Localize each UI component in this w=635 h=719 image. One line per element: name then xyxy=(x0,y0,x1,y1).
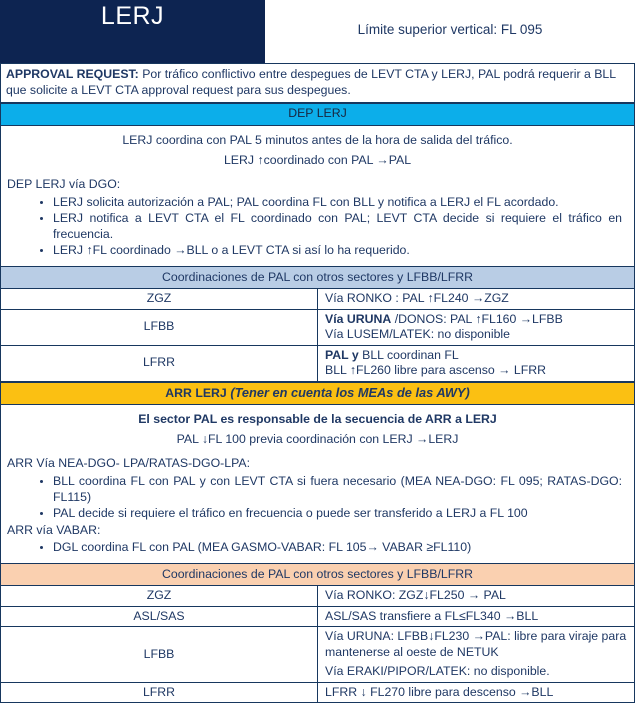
table-row xyxy=(1,606,635,627)
table-row xyxy=(1,627,635,683)
row-line-1: /DONOS: PAL ↑FL160 →LFBB xyxy=(391,311,563,326)
table-row xyxy=(1,345,635,381)
airport-title-block xyxy=(0,0,265,63)
approval-request-table xyxy=(0,63,635,103)
table-row xyxy=(1,563,635,586)
arr-sector-value-lfbb xyxy=(318,627,635,683)
dep-sector-value-zgz xyxy=(318,289,635,310)
table-row xyxy=(1,682,635,703)
arr-lead-text-1: ARR Vía NEA-DGO- LPA/RATAS-DGO-LPA: xyxy=(7,456,251,470)
arr-sector-label-aslsas: ASL/SAS xyxy=(1,606,318,627)
arr-sector-label-lfbb: LFBB xyxy=(1,627,318,683)
arr-lead-text-2: ARR vía VABAR: xyxy=(7,522,101,537)
dep-lead-text: DEP LERJ vía DGO: xyxy=(7,176,121,191)
arr-body-cell xyxy=(1,405,635,564)
dep-coordinations-header: Coordinaciones de PAL con otros sectores y LFBB/LFRR xyxy=(1,266,635,289)
list-item: • DGL coordina FL con PAL (MEA GASMO-VABAR: FL 105→ VABAR ≥FL110) xyxy=(53,540,628,556)
dep-lerj-table xyxy=(0,103,635,382)
row-line-1: Vía URUNA: LFBB↓FL230 →PAL: libre para viraje para mantenerse al oeste de NETUK xyxy=(325,629,627,659)
arr-header-note: (Tener en cuenta los MEAs de las AWY) xyxy=(226,384,470,400)
table-row xyxy=(1,125,635,266)
table-row xyxy=(1,64,635,103)
arr-sector-value-zgz: Vía RONKO: ZGZ↓FL250 → PAL xyxy=(318,586,635,607)
dep-bullet-list xyxy=(7,195,628,259)
page-title: LERJ xyxy=(100,2,165,30)
row-line-2: Vía LUSEM/LATEK: no disponible xyxy=(325,327,511,341)
arr-section-header xyxy=(1,382,635,405)
list-item: • LERJ solicita autorización a PAL; PAL coordina FL con BLL y notifica a LERJ el FL acordado. xyxy=(53,195,628,211)
arr-header-title: ARR LERJ xyxy=(165,385,227,400)
dep-sector-label-zgz: ZGZ xyxy=(1,289,318,310)
arr-sector-value-aslsas: ASL/SAS transfiere a FL≤FL340 →BLL xyxy=(318,606,635,627)
arr-coordinations-header: Coordinaciones de PAL con otros sectores y LFBB/LFRR xyxy=(1,563,635,586)
arr-sector-label-lfrr: LFRR xyxy=(1,682,318,703)
vertical-limit-block xyxy=(265,0,635,63)
table-row xyxy=(1,586,635,607)
arr-lerj-table xyxy=(0,382,635,704)
row-line-1: BLL coordinan FL xyxy=(358,347,459,362)
header-banner xyxy=(0,0,635,63)
dep-line-2: LERJ ↑coordinado con PAL →PAL xyxy=(223,152,412,167)
row-line-2: Vía ERAKI/PIPOR/LATEK: no disponible. xyxy=(325,664,550,678)
dep-sector-label-lfbb: LFBB xyxy=(1,309,318,345)
table-row xyxy=(1,289,635,310)
dep-sector-label-lfrr: LFRR xyxy=(1,345,318,381)
list-item: • PAL decide si requiere el tráfico en frecuencia o puede ser transferido a LERJ a FL 100 xyxy=(53,506,628,522)
arr-bullet-list-2 xyxy=(7,540,628,556)
arr-line-2: PAL ↓FL 100 previa coordinación con LERJ →LERJ xyxy=(176,432,459,446)
table-row xyxy=(1,104,635,126)
dep-sector-value-lfrr xyxy=(318,345,635,381)
approval-request-label: APPROVAL REQUEST: xyxy=(6,67,139,81)
row-line-1-bold: PAL y xyxy=(325,347,359,362)
list-item: • LERJ ↑FL coordinado →BLL o a LEVT CTA si así lo ha requerido. xyxy=(53,243,628,259)
table-row xyxy=(1,405,635,564)
table-row xyxy=(1,266,635,289)
table-row xyxy=(1,382,635,405)
table-row xyxy=(1,309,635,345)
row-line-1-bold: Vía URUNA xyxy=(325,311,392,326)
dep-sector-value-lfbb xyxy=(318,309,635,345)
arr-bullet-list-1 xyxy=(7,474,628,522)
approval-request-cell xyxy=(1,64,635,103)
row-line-2: BLL ↑FL260 libre para ascenso → LFRR xyxy=(325,363,546,377)
list-item: • LERJ notifica a LEVT CTA el FL coordinado con PAL; LEVT CTA decide si requiere el tráfico en frecuencia. xyxy=(53,211,628,242)
dep-section-header: DEP LERJ xyxy=(1,104,635,126)
list-item: • BLL coordina FL con PAL y con LEVT CTA si fuera necesario (MEA NEA-DGO: FL 095; RATAS-DGO: FL115) xyxy=(53,474,628,505)
arr-sector-label-zgz: ZGZ xyxy=(1,586,318,607)
vertical-limit-text: Límite superior vertical: FL 095 xyxy=(357,22,543,37)
approval-request-text: Por tráfico conflictivo entre despegues de LEVT CTA y LERJ, PAL podrá requerir a BLL que solicite a LEVT CTA approval request para sus despegues. xyxy=(6,67,616,97)
arr-line-1: El sector PAL es responsable de la secuencia de ARR a LERJ xyxy=(138,412,497,426)
dep-body-cell xyxy=(1,125,635,266)
row-line-1: Vía RONKO : PAL ↑FL240 →ZGZ xyxy=(325,291,509,305)
arr-sector-value-lfrr: LFRR ↓ FL270 libre para descenso →BLL xyxy=(318,682,635,703)
dep-line-1: LERJ coordina con PAL 5 minutos antes de la hora de salida del tráfico. xyxy=(122,132,513,147)
